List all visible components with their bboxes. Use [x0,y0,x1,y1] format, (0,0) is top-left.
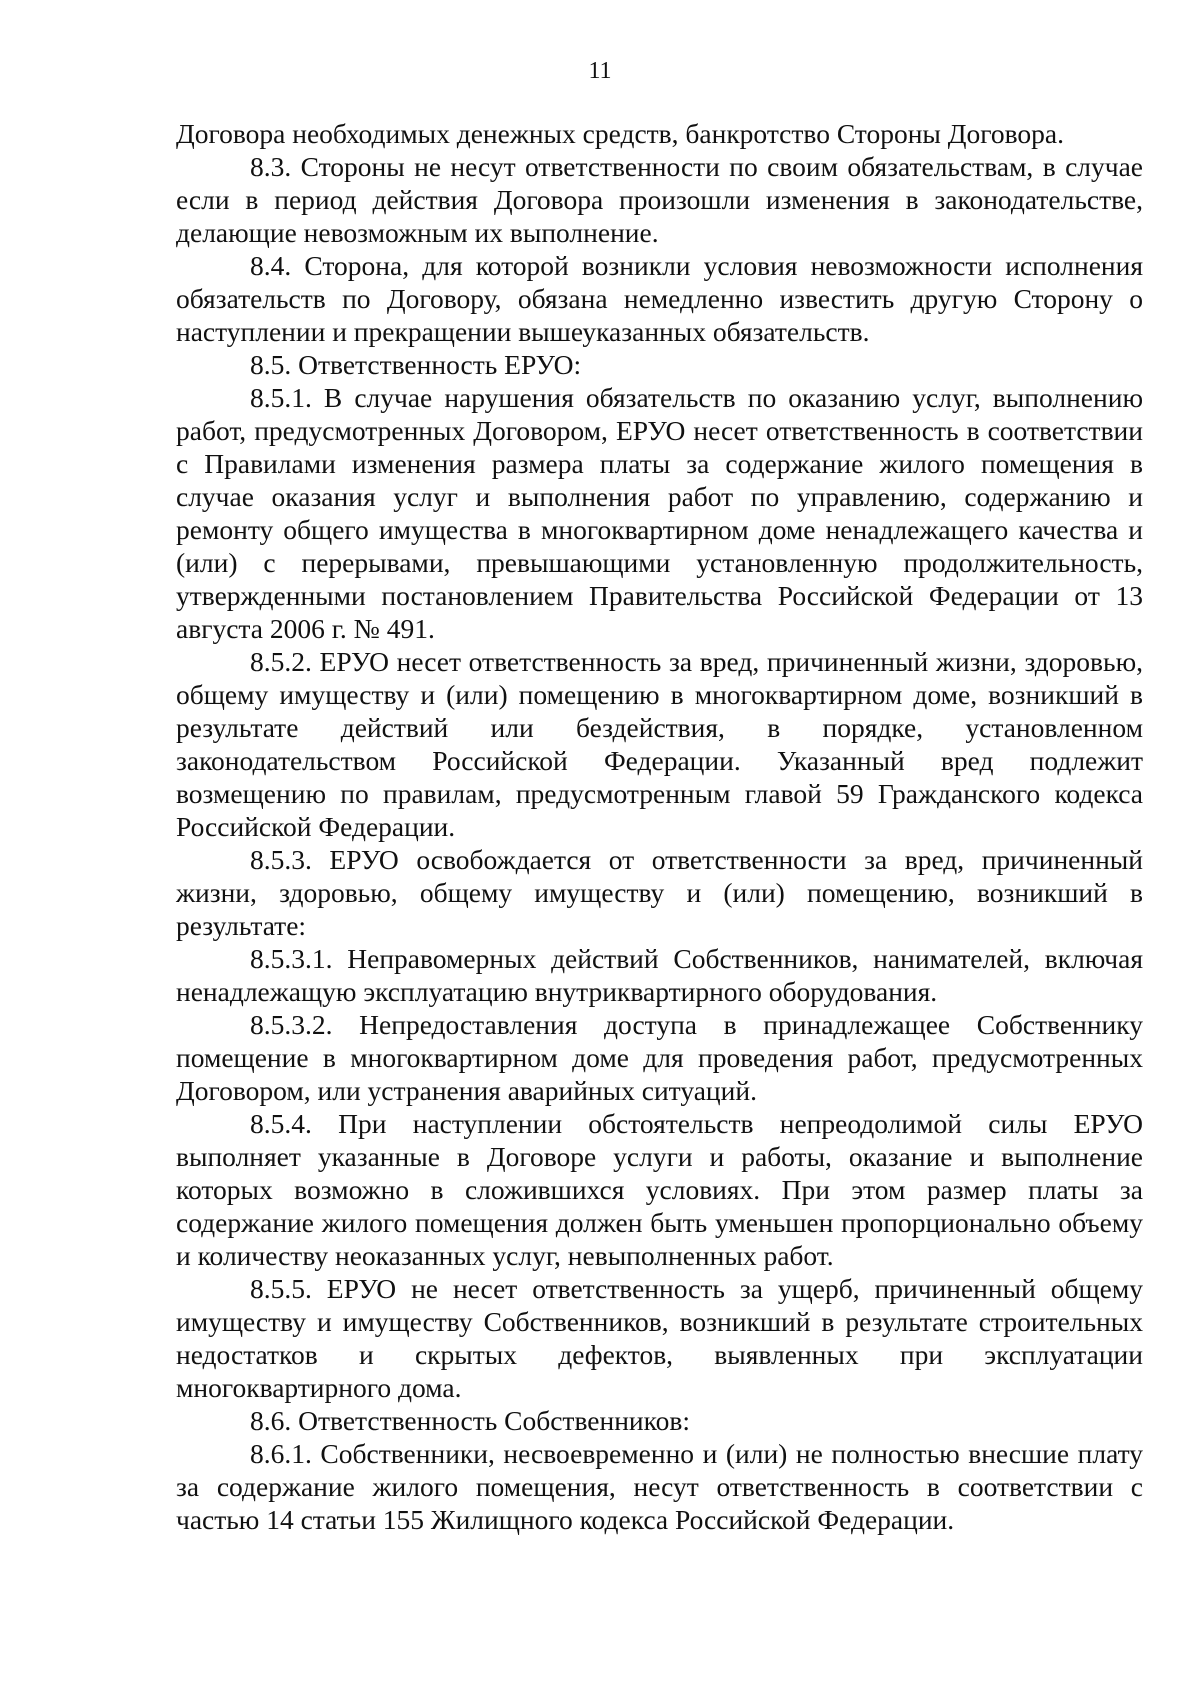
paragraph-8-6: 8.6. Ответственность Собственников: [250,1405,690,1436]
paragraph-8-5-4: 8.5.4. При наступлении обстоятельств непреодолимой силы ЕРУО выполняет указанные в Договоре услуги и работы, оказание и выполнение которых возможно в сложившихся условиях. При этом размер платы за содержание жилого помещения должен быть уменьшен пропорционально объему и количеству неоказанных услуг, невыполненных работ. [176,1108,1143,1271]
paragraph-8-5-3: 8.5.3. ЕРУО освобождается от ответственности за вред, причиненный жизни, здоровью, общему имуществу и (или) помещению, возникший в результате: [176,844,1143,941]
paragraph-8-5: 8.5. Ответственность ЕРУО: [250,349,582,380]
paragraph-8-3: 8.3. Стороны не несут ответственности по своим обязательствам, в случае если в период действия Договора произошли изменения в законодательстве, делающие невозможным их выполнение. [176,151,1143,248]
paragraph-8-5-2: 8.5.2. ЕРУО несет ответственность за вред, причиненный жизни, здоровью, общему имуществу и (или) помещению в многоквартирном доме, возникший в результате действий или бездействия, в порядке, установленном законодательством Российской Федерации. Указанный вред подлежит возмещению по правилам, предусмотренным главой 59 Гражданского кодекса Российской Федерации. [176,646,1143,842]
paragraph-8-5-3-1: 8.5.3.1. Неправомерных действий Собственников, нанимателей, включая ненадлежащую эксплуатацию внутриквартирного оборудования. [176,943,1143,1007]
paragraph-continuation: Договора необходимых денежных средств, банкротство Стороны Договора. [176,118,1065,149]
document-body [176,117,1143,1536]
paragraph-8-6-1: 8.6.1. Собственники, несвоевременно и (или) не полностью внесшие плату за содержание жилого помещения, несут ответственность в соответствии с частью 14 статьи 155 Жилищного кодекса Российской Федерации. [176,1438,1143,1535]
paragraph-8-5-5: 8.5.5. ЕРУО не несет ответственность за ущерб, причиненный общему имуществу и имуществу Собственников, возникший в результате строительных недостатков и скрытых дефектов, выявленных при эксплуатации многоквартирного дома. [176,1273,1143,1403]
paragraph-8-5-3-2: 8.5.3.2. Непредоставления доступа в принадлежащее Собственнику помещение в многоквартирном доме для проведения работ, предусмотренных Договором, или устранения аварийных ситуаций. [176,1009,1143,1106]
page-number: 11 [588,58,612,84]
paragraph-8-5-1: 8.5.1. В случае нарушения обязательств по оказанию услуг, выполнению работ, предусмотренных Договором, ЕРУО несет ответственность в соответствии с Правилами изменения размера платы за содержание жилого помещения в случае оказания услуг и выполнения работ по управлению, содержанию и ремонту общего имущества в многоквартирном доме ненадлежащего качества и (или) с перерывами, превышающими установленную продолжительность, утвержденными постановлением Правительства Российской Федерации от 13 августа 2006 г. № 491. [176,382,1143,644]
paragraph-8-4: 8.4. Сторона, для которой возникли условия невозможности исполнения обязательств по Договору, обязана немедленно известить другую Сторону о наступлении и прекращении вышеуказанных обязательств. [176,250,1143,347]
